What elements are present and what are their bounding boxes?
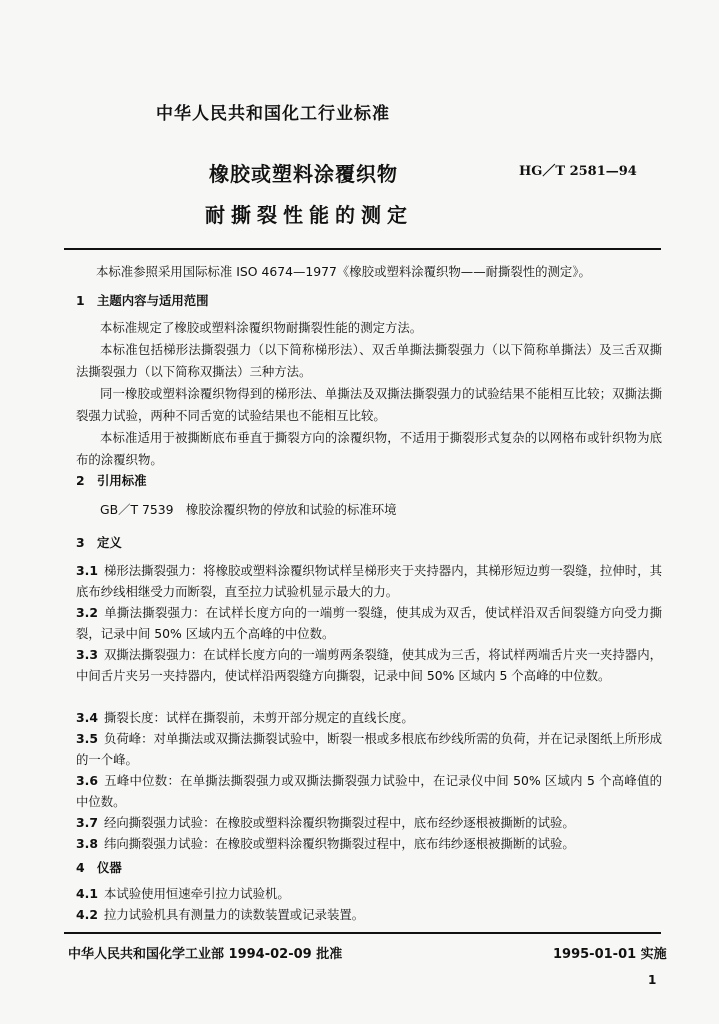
header-divider bbox=[64, 248, 661, 250]
reference-standard: GB／T 7539 橡胶涂覆织物的停放和试验的标准环境 bbox=[100, 502, 397, 517]
section-3-heading: 3 定义 bbox=[76, 535, 122, 550]
apparatus-item: 4.1 本试验使用恒速牵引拉力试验机。 bbox=[76, 886, 290, 901]
document-title-line1: 橡胶或塑料涂覆织物 bbox=[209, 162, 398, 186]
section-1-paragraph: 本标准规定了橡胶或塑料涂覆织物耐撕裂性能的测定方法。 bbox=[100, 320, 423, 335]
apparatus-item: 4.2 拉力试验机具有测量力的读数装置或记录装置。 bbox=[76, 907, 365, 922]
document-title-line2: 耐撕裂性能的测定 bbox=[205, 203, 413, 227]
section-1-paragraph: 同一橡胶或塑料涂覆织物得到的梯形法、单撕法及双撕法撕裂强力的试验结果不能相互比较；双撕法撕裂强力试验，两种不同舌宽的试验结果也不能相互比较。 bbox=[76, 386, 662, 423]
definition-item: 3.4 撕裂长度：试样在撕裂前，未剪开部分规定的直线长度。 bbox=[76, 710, 414, 725]
definition-item: 3.6 五峰中位数：在单撕法撕裂强力或双撕法撕裂强力试验中，在记录仪中间 50% 区域内 5 个高峰值的中位数。 bbox=[76, 773, 662, 809]
definition-item: 3.8 纬向撕裂强力试验：在橡胶或塑料涂覆织物撕裂过程中，底布纬纱逐根被撕断的试验。 bbox=[76, 836, 575, 851]
preface-text: 本标准参照采用国际标准 ISO 4674—1977《橡胶或塑料涂覆织物——耐撕裂性的测定》。 bbox=[96, 264, 591, 279]
section-1-paragraph: 本标准适用于被撕断底布垂直于撕裂方向的涂覆织物，不适用于撕裂形式复杂的以网格布或针织物为底布的涂覆织物。 bbox=[76, 430, 662, 467]
definition-item: 3.7 经向撕裂强力试验：在橡胶或塑料涂覆织物撕裂过程中，底布经纱逐根被撕断的试验。 bbox=[76, 815, 575, 830]
section-2-heading: 2 引用标准 bbox=[76, 473, 147, 488]
definition-item: 3.3 双撕法撕裂强力：在试样长度方向的一端剪两条裂缝，使其成为三舌，将试样两端舌片夹一夹持器内，中间舌片夹另一夹持器内，使试样沿两裂缝方向撕裂，记录中间 50% 区域内 5 个高峰的中位数。 bbox=[76, 647, 662, 683]
section-4-heading: 4 仪器 bbox=[76, 860, 122, 875]
standard-number: HG／T 2581—94 bbox=[519, 164, 637, 179]
page-number: 1 bbox=[648, 973, 657, 987]
definition-item: 3.1 梯形法撕裂强力：将橡胶或塑料涂覆织物试样呈梯形夹于夹持器内，其梯形短边剪一裂缝，拉伸时，其底布纱线相继受力而断裂，直至拉力试验机显示最大的力。 bbox=[76, 563, 662, 599]
approval-line: 中华人民共和国化学工业部 1994-02-09 批准 bbox=[68, 947, 343, 962]
footer-divider bbox=[64, 932, 661, 934]
section-1-heading: 1 主题内容与适用范围 bbox=[76, 293, 209, 308]
implementation-date: 1995-01-01 实施 bbox=[553, 947, 667, 962]
issuing-authority: 中华人民共和国化工行业标准 bbox=[156, 104, 390, 124]
definition-item: 3.5 负荷峰：对单撕法或双撕法撕裂试验中，断裂一根或多根底布纱线所需的负荷，并在记录图纸上所形成的一个峰。 bbox=[76, 731, 662, 767]
section-1-paragraph: 本标准包括梯形法撕裂强力（以下简称梯形法）、双舌单撕法撕裂强力（以下简称单撕法）及三舌双撕法撕裂强力（以下简称双撕法）三种方法。 bbox=[76, 342, 662, 379]
definition-item: 3.2 单撕法撕裂强力：在试样长度方向的一端剪一裂缝，使其成为双舌，使试样沿双舌间裂缝方向受力撕裂，记录中间 50% 区域内五个高峰的中位数。 bbox=[76, 605, 662, 641]
